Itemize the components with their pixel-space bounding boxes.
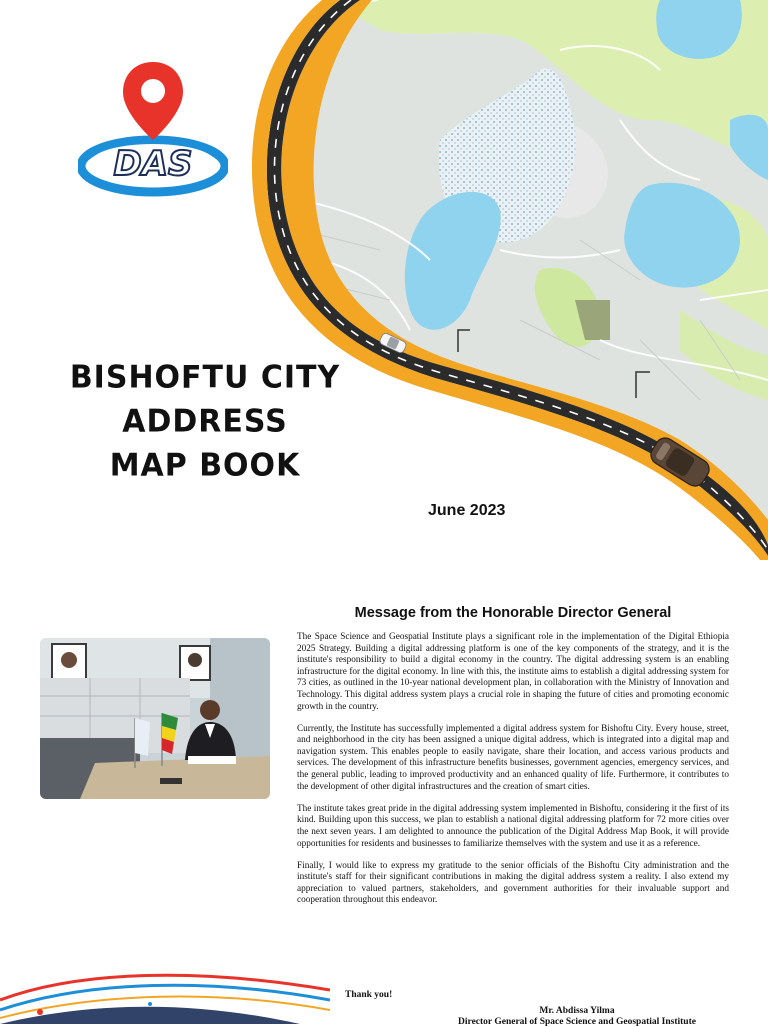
- message-paragraph: Finally, I would like to express my gratitude to the senior officials of the Bishoftu City administration and the institute's staff for their significant contributions in making the digital address system a reality. I also extend my appreciation to valued partners, stakeholders, and government authorities for their invaluable support and cooperation throughout this endeavor.: [297, 860, 729, 906]
- title-line: MAP BOOK: [109, 447, 301, 484]
- director-photo: [40, 638, 270, 799]
- message-paragraph: The Space Science and Geospatial Institute plays a significant role in the implementation of the Digital Ethiopia 2025 Strategy. Building a digital addressing platform is one of the key components of the strategy, and it is the institute's responsibility to build a digital economy in the country. The digital addressing system is an enabling infrastructure for the digital economy. In line with this, the institute aims to establish a digital addressing system for 73 cities, as outlined in the 10-year national development plan, in collaboration with the Ministry of Innovation and Technology. This digital address system plays a crucial role in shaping the future of cities and promoting economic growth in the country.: [297, 632, 729, 712]
- signatory-name: Mr. Abdissa Yilma: [539, 1006, 615, 1016]
- location-pin-icon: [123, 62, 183, 140]
- message-paragraph: The institute takes great pride in the digital addressing system implemented in Bishoftu, considering it the first of its kind. Building upon this success, we plan to establish a national digital addressing platform for 72 more cities over the next seven years. I am delighted to announce the publication of the Digital Address Map Book, it will provide opportunities for residents and businesses to familiarize themselves with the system and use it as a reference.: [297, 803, 729, 849]
- signatory-title: Director General of Space Science and Geospatial Institute: [458, 1017, 696, 1027]
- cover-title: [40, 356, 370, 488]
- publication-date: June 2023: [428, 502, 506, 519]
- title-line: ADDRESS: [122, 403, 288, 440]
- logo-text: DAS: [113, 144, 193, 184]
- message-body: [297, 632, 729, 917]
- message-paragraph: Currently, the Institute has successfully implemented a digital address system for Bishoftu City. Every house, street, and neighborhood in the city has been assigned a unique digital address, which is integrated into a digital map and navigation system. This enables people to easily navigate, share their location, and access various products and services. The development of this infrastructure benefits businesses, government agencies, emergency services, and the general public, leading to improved productivity and an enhanced quality of life. Furthermore, it contributes to the development of other digital infrastructures and the creation of smart cities.: [297, 723, 729, 792]
- title-line: BISHOFTU CITY: [69, 359, 341, 396]
- closing-text: Thank you!: [345, 990, 393, 1000]
- message-heading: Message from the Honorable Director General: [354, 605, 672, 621]
- das-logo: [78, 62, 228, 202]
- decorative-swoosh: [0, 960, 330, 1024]
